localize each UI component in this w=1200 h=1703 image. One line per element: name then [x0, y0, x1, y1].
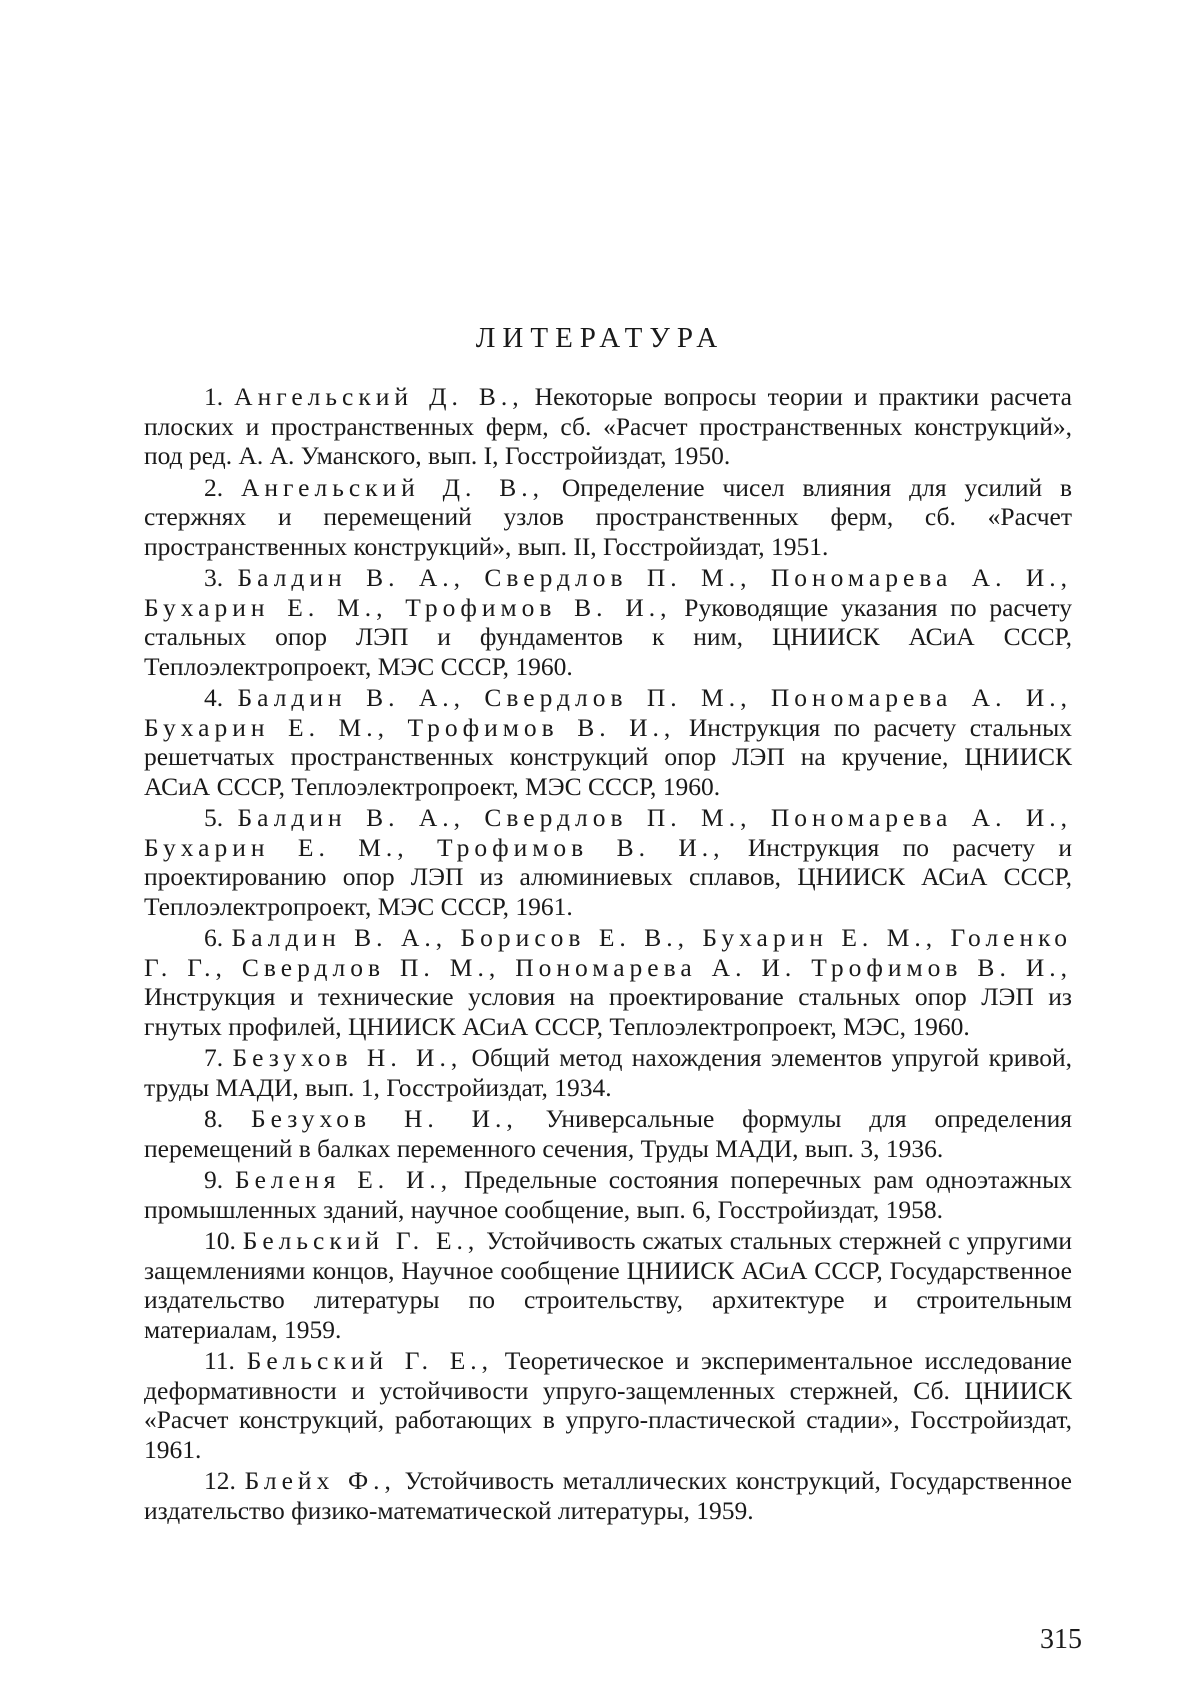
reference-author: Ангельский Д. В., — [234, 382, 524, 411]
reference-author: Ангельский Д. В., — [240, 472, 545, 502]
reference-author: Безухов Н. И., — [250, 1104, 518, 1133]
reference-number: 9. — [204, 1165, 224, 1194]
reference-author: Бельский Г. Е., — [242, 1226, 480, 1255]
reference-item — [144, 683, 1072, 801]
reference-item — [144, 1226, 1072, 1344]
reference-text: Устойчивость сжатых стальных стержней с упругими защемлениями концов, Научное сообщение ЦНИИСК АСиА СССР, Государственное издательство литературы по строительству, архитектуре и строительным материалам, 1959. — [144, 1226, 1072, 1344]
reference-text: Теоретическое и экспериментальное исследование деформативности и устойчивости упруго-защемленных стержней, Сб. ЦНИИСК «Расчет конструкций, работающих в упруго-пластической стадии», Госстройиздат, 1961. — [144, 1346, 1072, 1464]
reference-item — [144, 473, 1072, 562]
reference-item — [144, 1346, 1072, 1464]
reference-text: Определение чисел влияния для усилий в стержнях и перемещений узлов пространственных ферм, сб. «Расчет пространственных конструкций», вып. II, Госстройиздат, 1951. — [144, 472, 1073, 561]
reference-number: 5. — [204, 803, 224, 832]
section-heading: ЛИТЕРАТУРА — [475, 322, 725, 354]
reference-author: Балдин В. А., Свердлов П. М., Пономарева А. И., Бухарин Е. М., Трофимов В. И., — [144, 563, 1073, 622]
reference-text: Инструкция по расчету стальных решетчатых пространственных конструкций опор ЛЭП на кручение, ЦНИИСК АСиА СССР, Теплоэлектропроект, МЭС СССР, 1960. — [144, 712, 1072, 801]
reference-number: 7. — [204, 1043, 224, 1072]
reference-item — [144, 1466, 1072, 1525]
reference-text: Некоторые вопросы теории и практики расчета плоских и пространственных ферм, сб. «Расчет пространственных конструкций», под ред. А. А. Уманского, вып. I, Госстройиздат, 1950. — [144, 382, 1073, 470]
reference-number: 8. — [204, 1104, 224, 1133]
reference-author: Балдин В. А., Свердлов П. М., Пономарева А. И., Бухарин Е. М., Трофимов В. И., — [144, 803, 1073, 862]
reference-author: Бельский Г. Е., — [246, 1346, 494, 1375]
reference-item — [144, 563, 1072, 681]
reference-item — [144, 382, 1072, 471]
reference-text: Предельные состояния поперечных рам одноэтажных промышленных зданий, научное сообщение, вып. 6, Госстройиздат, 1958. — [144, 1165, 1073, 1224]
reference-item — [144, 1165, 1072, 1224]
reference-item — [144, 1043, 1072, 1102]
reference-list — [144, 382, 1072, 1527]
reference-author: Беленя Е. И., — [234, 1165, 453, 1194]
reference-text: Устойчивость металлических конструкций, Государственное издательство физико-математической литературы, 1959. — [144, 1466, 1072, 1525]
reference-item — [144, 803, 1072, 921]
reference-item — [144, 1104, 1072, 1163]
reference-text: Инструкция по расчету и проектированию опор ЛЭП из алюминиевых сплавов, ЦНИИСК АСиА СССР, Теплоэлектропроект, МЭС СССР, 1961. — [144, 832, 1072, 921]
reference-number: 11. — [204, 1346, 235, 1375]
reference-number: 10. — [204, 1226, 236, 1255]
reference-number: 4. — [204, 683, 224, 712]
reference-author: Блейх Ф., — [244, 1466, 396, 1495]
reference-item — [144, 923, 1072, 1041]
reference-number: 2. — [204, 472, 224, 502]
reference-text: Общий метод нахождения элементов упругой кривой, труды МАДИ, вып. 1, Госстройиздат, 1934. — [144, 1043, 1072, 1102]
reference-author: Безухов Н. И., — [232, 1043, 463, 1072]
reference-number: 3. — [204, 563, 224, 592]
reference-number: 12. — [204, 1466, 236, 1495]
reference-text: Руководящие указания по расчету стальных опор ЛЭП и фундаментов к ним, ЦНИИСК АСиА СССР, Теплоэлектропроект, МЭС СССР, 1960. — [144, 592, 1072, 681]
page-number: 315 — [1040, 1624, 1082, 1655]
reference-author: Балдин В. А., Свердлов П. М., Пономарева А. И., Бухарин Е. М., Трофимов В. И., — [144, 683, 1073, 742]
reference-author: Балдин В. А., Борисов Е. В., Бухарин Е. М., Голенко Г. Г., Свердлов П. М., Пономарева А. И. Трофимов В. И., — [144, 923, 1072, 982]
reference-number: 6. — [204, 923, 224, 952]
reference-text: Инструкция и технические условия на проектирование стальных опор ЛЭП из гнутых профилей, ЦНИИСК АСиА СССР, Теплоэлектропроект, МЭС, 1960. — [144, 982, 1072, 1041]
reference-number: 1. — [204, 382, 224, 411]
reference-text: Универсальные формулы для определения перемещений в балках переменного сечения, Труды МАДИ, вып. 3, 1936. — [144, 1104, 1072, 1163]
